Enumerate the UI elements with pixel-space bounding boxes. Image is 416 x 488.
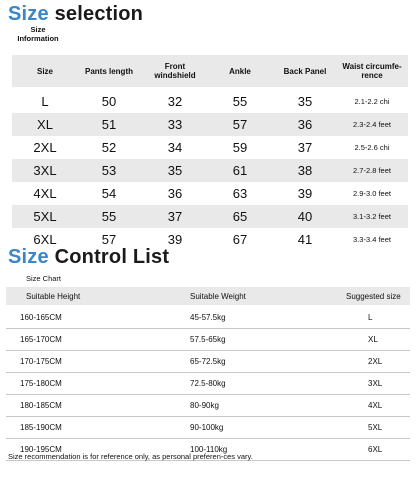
cell-ankle: 65 [232,209,248,224]
size-control-list-title [8,246,169,269]
cell-pants-length: 57 [101,232,117,247]
cell-size: 4XL [33,186,57,201]
cell-waist-circumference: 2.1-2.2 chi [354,97,390,106]
cell-back-panel: 41 [297,232,313,247]
size-table-row [12,159,408,182]
cell-back-panel: 40 [297,209,313,224]
header-suitable-height: Suitable Height [26,291,81,301]
cell-suitable-height: 180-185CM [20,400,62,410]
title-accent-word: Size [8,246,49,268]
control-table-header-row [6,287,410,305]
size-table-row [12,182,408,205]
cell-size: 2XL [33,140,57,155]
cell-ankle: 57 [232,117,248,132]
cell-suitable-weight: 100-110kg [190,444,228,454]
size-table-row [12,90,408,113]
subtitle-line-2: Information [17,34,59,43]
cell-back-panel: 37 [297,140,313,155]
cell-back-panel: 36 [297,117,313,132]
control-table-row [6,394,410,416]
cell-waist-circumference: 2.7-2.8 feet [353,166,391,175]
cell-size: 6XL [33,232,57,247]
cell-suitable-height: 175-180CM [20,378,62,388]
size-recommendation-note: Size recommendation is for reference only, as personal preferen-ces vary. [8,452,253,461]
cell-suitable-height: 160-165CM [20,312,62,322]
cell-pants-length: 53 [101,163,117,178]
header-front-windshield: Front windshield [154,62,196,80]
cell-suggested-size: 3XL [368,378,383,388]
cell-pants-length: 52 [101,140,117,155]
cell-waist-circumference: 2.3-2.4 feet [353,120,391,129]
cell-suggested-size: 5XL [368,422,383,432]
cell-suitable-weight: 80-90kg [190,400,219,410]
cell-front-windshield: 39 [167,232,183,247]
cell-suitable-weight: 65-72.5kg [190,356,226,366]
control-table-row [6,416,410,438]
cell-suggested-size: XL [368,334,378,344]
control-table-row [6,306,410,328]
size-table-row [12,136,408,159]
cell-size: 3XL [33,163,57,178]
title-rest-words: Control List [54,246,170,268]
header-suggested-size: Suggested size [346,291,401,301]
cell-waist-circumference: 3.3-3.4 feet [353,235,391,244]
subtitle-line-1: Size [30,25,46,34]
cell-waist-circumference: 2.5-2.6 chi [354,143,390,152]
cell-pants-length: 54 [101,186,117,201]
cell-suggested-size: 6XL [368,444,383,454]
cell-pants-length: 51 [101,117,117,132]
cell-back-panel: 38 [297,163,313,178]
cell-back-panel: 35 [297,94,313,109]
cell-front-windshield: 33 [167,117,183,132]
size-information-subtitle [8,25,68,43]
cell-front-windshield: 35 [167,163,183,178]
cell-size: L [41,94,49,109]
size-table-row [12,205,408,228]
cell-ankle: 59 [232,140,248,155]
size-selection-title [8,3,143,26]
size-table-header-row [12,55,408,87]
cell-back-panel: 39 [297,186,313,201]
cell-front-windshield: 32 [167,94,183,109]
title-accent-word: Size [8,3,49,25]
size-chart-subtitle: Size Chart [26,274,62,283]
cell-suitable-weight: 72.5-80kg [190,378,226,388]
cell-suitable-weight: 45-57.5kg [190,312,226,322]
header-waist-circumference: Waist circumfe-rence [342,62,402,80]
cell-suggested-size: 2XL [368,356,383,366]
cell-size: 5XL [33,209,57,224]
cell-suitable-height: 185-190CM [20,422,62,432]
control-table-row [6,372,410,394]
cell-suggested-size: 4XL [368,400,383,410]
cell-suitable-height: 190-195CM [20,444,62,454]
cell-suitable-height: 165-170CM [20,334,62,344]
cell-pants-length: 55 [101,209,117,224]
size-table-row [12,113,408,136]
title-rest-words: selection [54,3,144,25]
cell-ankle: 55 [232,94,248,109]
cell-suggested-size: L [368,312,373,322]
cell-ankle: 61 [232,163,248,178]
cell-suitable-height: 170-175CM [20,356,62,366]
cell-front-windshield: 34 [167,140,183,155]
header-ankle: Ankle [229,66,251,76]
cell-front-windshield: 36 [167,186,183,201]
header-size: Size [36,66,53,76]
header-pants-length: Pants length [84,66,133,76]
cell-ankle: 63 [232,186,248,201]
header-back-panel: Back Panel [283,66,327,76]
cell-waist-circumference: 2.9-3.0 feet [353,189,391,198]
control-table-row [6,328,410,350]
cell-ankle: 67 [232,232,248,247]
cell-suitable-weight: 57.5-65kg [190,334,226,344]
cell-pants-length: 50 [101,94,117,109]
control-table-row [6,350,410,372]
cell-waist-circumference: 3.1-3.2 feet [353,212,391,221]
cell-front-windshield: 37 [167,209,183,224]
cell-size: XL [37,117,53,132]
cell-suitable-weight: 90-100kg [190,422,224,432]
header-suitable-weight: Suitable Weight [190,291,246,301]
